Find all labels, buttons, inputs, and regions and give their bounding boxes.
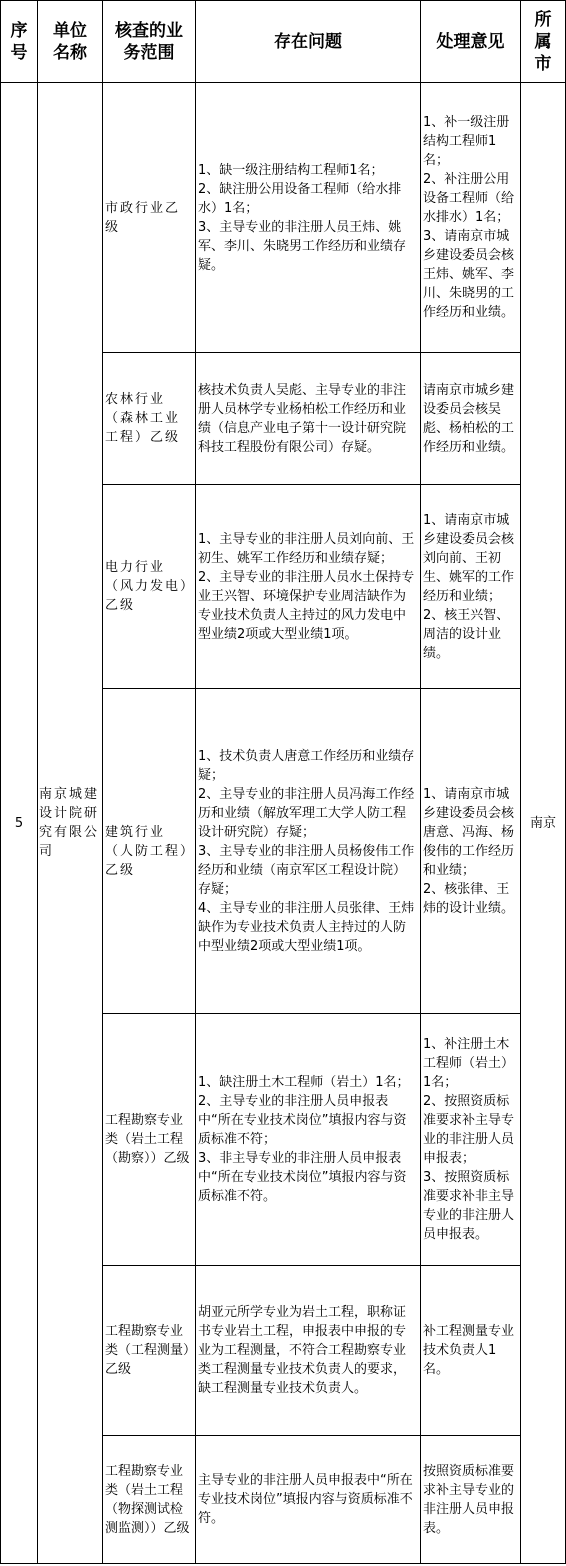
- opinion-cell: 请南京市城乡建设委员会核吴彪、杨柏松的工作经历和业绩。: [421, 353, 521, 485]
- header-opinion: 处理意见: [421, 1, 521, 83]
- table-row: [1, 83, 566, 353]
- opinion-cell: 按照资质标准要求补主导专业的非注册人员申报表。: [421, 1436, 521, 1564]
- scope-cell: 市政行业乙级: [103, 83, 196, 353]
- header-seq: 序 号: [1, 1, 38, 83]
- problem-cell: 1、主导专业的非注册人员刘向前、王初生、姚军工作经历和业绩存疑； 2、主导专业的非注册人员水土保持专业王兴智、环境保护专业周洁缺作为专业技术负责人主持过的风力发电中型业绩2项或大型业绩1项。: [196, 485, 421, 689]
- scope-cell: 电力行业（风力发电）乙级: [103, 485, 196, 689]
- header-unit: 单位 名称: [38, 1, 103, 83]
- problem-cell: 胡亚元所学专业为岩土工程，职称证书专业岩土工程，申报表中申报的专业为工程测量，不符合工程勘察专业类工程测量专业技术负责人的要求，缺工程测量专业技术负责人。: [196, 1266, 421, 1436]
- city-cell: 南京: [521, 83, 566, 1564]
- header-problem: 存在问题: [196, 1, 421, 83]
- scope-cell: 工程勘察专业类（岩土工程（勘察））乙级: [103, 1014, 196, 1266]
- seq-cell: 5: [1, 83, 38, 1564]
- header-scope: 核查的业 务范围: [103, 1, 196, 83]
- opinion-cell: 1、补注册土木工程师（岩土）1名； 2、按照资质标准要求补主导专业的非注册人员申报表； 3、按照资质标准要求补非主导专业的非注册人员申报表。: [421, 1014, 521, 1266]
- opinion-cell: 补工程测量专业技术负责人1名。: [421, 1266, 521, 1436]
- scope-cell: 工程勘察专业类（工程测量）乙级: [103, 1266, 196, 1436]
- unit-name-cell: 南京城建设计院研究有限公司: [38, 83, 103, 1564]
- header-city: 所 属 市: [521, 1, 566, 83]
- scope-cell: 建筑行业（人防工程）乙级: [103, 689, 196, 1014]
- header-row: [1, 1, 566, 83]
- problem-cell: 核技术负责人吴彪、主导专业的非注册人员林学专业杨柏松工作经历和业绩（信息产业电子第十一设计研究院科技工程股份有限公司）存疑。: [196, 353, 421, 485]
- problem-cell: 1、缺一级注册结构工程师1名； 2、缺注册公用设备工程师（给水排水）1名； 3、主导专业的非注册人员王炜、姚军、李川、朱晓男工作经历和业绩存疑。: [196, 83, 421, 353]
- scope-cell: 工程勘察专业类（岩土工程（物探测试检测监测））乙级: [103, 1436, 196, 1564]
- problem-cell: 主导专业的非注册人员申报表中“所在专业技术岗位”填报内容与资质标准不符。: [196, 1436, 421, 1564]
- problem-cell: 1、缺注册土木工程师（岩土）1名； 2、主导专业的非注册人员申报表中“所在专业技术岗位”填报内容与资质标准不符； 3、非主导专业的非注册人员申报表中“所在专业技术岗位”填报内容与资质标准不符。: [196, 1014, 421, 1266]
- opinion-cell: 1、请南京市城乡建设委员会核唐意、冯海、杨俊伟的工作经历和业绩； 2、核张律、王炜的设计业绩。: [421, 689, 521, 1014]
- opinion-cell: 1、补一级注册结构工程师1名； 2、补注册公用设备工程师（给水排水）1名； 3、请南京市城乡建设委员会核王炜、姚军、李川、朱晓男的工作经历和业绩。: [421, 83, 521, 353]
- scope-cell: 农林行业（森林工业工程）乙级: [103, 353, 196, 485]
- opinion-cell: 1、请南京市城乡建设委员会核刘向前、王初生、姚军的工作经历和业绩； 2、核王兴智、周洁的设计业绩。: [421, 485, 521, 689]
- problem-cell: 1、技术负责人唐意工作经历和业绩存疑； 2、主导专业的非注册人员冯海工作经历和业绩（解放军理工大学人防工程设计研究院）存疑； 3、主导专业的非注册人员杨俊伟工作经历和业绩（南京军区工程设计院）存疑； 4、主导专业的非注册人员张律、王炜缺作为专业技术负责人主持过的人防中型业绩2项或大型业绩1项。: [196, 689, 421, 1014]
